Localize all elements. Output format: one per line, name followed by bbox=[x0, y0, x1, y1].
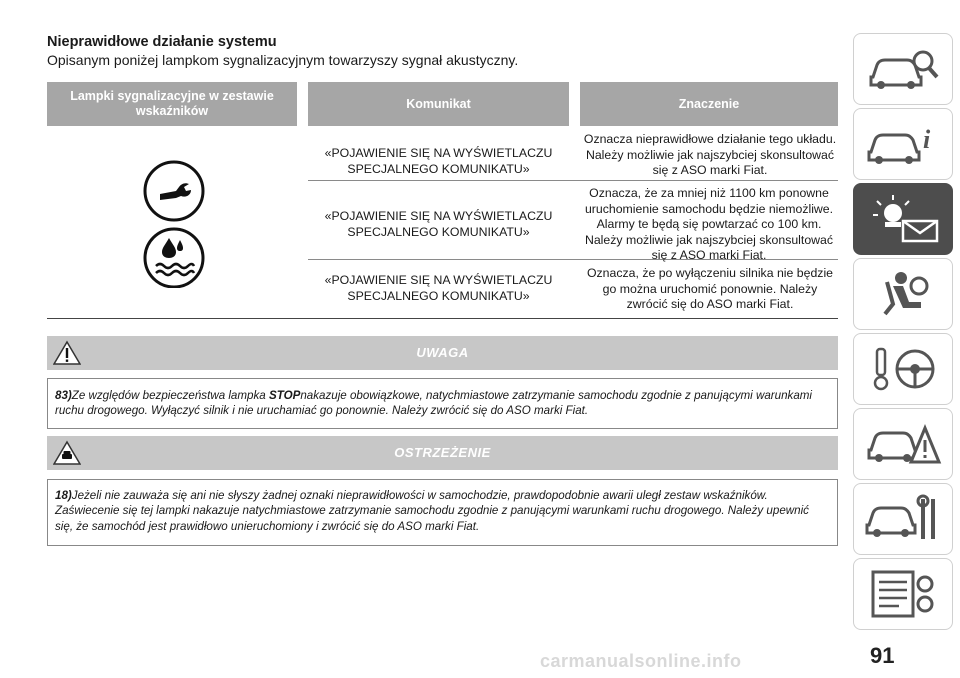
page-title: Nieprawidłowe działanie systemu bbox=[47, 34, 277, 50]
table-cell-meaning: Oznacza nieprawidłowe działanie tego układu. Należy możliwie jak najszybciej skonsultować się z ASO marki Fiat. bbox=[583, 132, 837, 177]
table-cell-message: «POJAWIENIE SIĘ NA WYŚWIETLACZU SPECJALNEGO KOMUNIKATU» bbox=[324, 273, 553, 303]
tab-technical-data[interactable] bbox=[853, 558, 953, 630]
car-search-icon bbox=[863, 43, 943, 95]
caution-bold-word: STOP bbox=[268, 389, 301, 402]
page-subtitle: Opisanym poniżej lampkom sygnalizacyjnym towarzyszy sygnał akustyczny. bbox=[47, 52, 519, 68]
caution-title: UWAGA bbox=[416, 345, 469, 360]
tab-warning-lights[interactable] bbox=[853, 183, 953, 255]
tab-emergency[interactable] bbox=[853, 408, 953, 480]
tab-safety[interactable] bbox=[853, 258, 953, 330]
warning-title: OSTRZEŻENIE bbox=[394, 445, 491, 460]
table-cell-meaning: Oznacza, że po wyłączeniu silnika nie będzie go można uruchomić ponownie. Należy zwrócić się do ASO marki Fiat. bbox=[586, 266, 834, 311]
caution-header bbox=[47, 336, 838, 370]
caution-box bbox=[47, 378, 838, 429]
warning-box bbox=[47, 479, 838, 546]
table-header-message: Komunikat bbox=[308, 82, 569, 126]
warning-body: Jeżeli nie zauważa się ani nie słyszy żadnej oznaki nieprawidłowości w samochodzie, prawdopodobnie awarii uległ zestaw wskaźników. Zaświecenie się tej lampki nakazuje natychmiastowe zatrzymanie samochodu zgodnie z panującymi warunkami ruchu drogowego. Należy upewnić się, że samochód jest prawidłowo unieruchomiony i zwrócić się do ASO marki Fiat. bbox=[55, 489, 809, 533]
svg-text:i: i bbox=[923, 125, 931, 154]
tab-car-search[interactable] bbox=[853, 33, 953, 105]
row-divider bbox=[308, 180, 838, 181]
page-number: 91 bbox=[870, 643, 895, 668]
caution-number: 83) bbox=[55, 389, 72, 402]
warning-number: 18) bbox=[55, 489, 72, 502]
table-cell-meaning: Oznacza, że za mniej niż 1100 km ponowne uruchomienie samochodu będzie niemożliwe. Alarmy te będą się powtarzać co 100 km. Należy możliwie jak najszybciej skonsultować się z ASO marki Fiat. bbox=[584, 186, 834, 262]
table-bottom-line bbox=[47, 318, 838, 319]
caution-text bbox=[55, 388, 829, 419]
wrench-warning-icon bbox=[145, 162, 203, 220]
warning-light-message-icon bbox=[863, 193, 943, 245]
tab-maintenance[interactable] bbox=[853, 483, 953, 555]
car-info-icon bbox=[863, 118, 943, 170]
table-header-meaning: Znaczenie bbox=[580, 82, 838, 126]
table-header-lamps: Lampki sygnalizacyjne w zestawie wskaźników bbox=[47, 82, 297, 126]
key-steering-icon bbox=[863, 343, 943, 395]
warning-text bbox=[55, 488, 829, 534]
tab-car-info[interactable] bbox=[853, 108, 953, 180]
table-cell-message: «POJAWIENIE SIĘ NA WYŚWIETLACZU SPECJALNEGO KOMUNIKATU» bbox=[324, 209, 553, 239]
watermark: carmanualsonline.info bbox=[540, 651, 742, 671]
lamp-icons bbox=[140, 160, 208, 288]
warning-header bbox=[47, 436, 838, 470]
table-cell-message: «POJAWIENIE SIĘ NA WYŚWIETLACZU SPECJALNEGO KOMUNIKATU» bbox=[324, 146, 553, 176]
car-warning-triangle-icon bbox=[863, 418, 943, 470]
caution-text-before: Ze względów bezpieczeństwa lampka bbox=[71, 389, 269, 402]
caution-text-after: nakazuje obowiązkowe, natychmiastowe zatrzymanie samochodu zgodnie z panującymi warunkami ruchu drogowego. Wyłączyć silnik i nie uruchamiać go ponownie. Należy zwrócić się do ASO marki Fiat. bbox=[55, 389, 812, 418]
checklist-gear-icon bbox=[863, 568, 943, 620]
fuel-water-icon bbox=[145, 229, 203, 287]
airbag-seat-icon bbox=[863, 268, 943, 320]
car-tools-icon bbox=[863, 493, 943, 545]
tab-starting-driving[interactable] bbox=[853, 333, 953, 405]
